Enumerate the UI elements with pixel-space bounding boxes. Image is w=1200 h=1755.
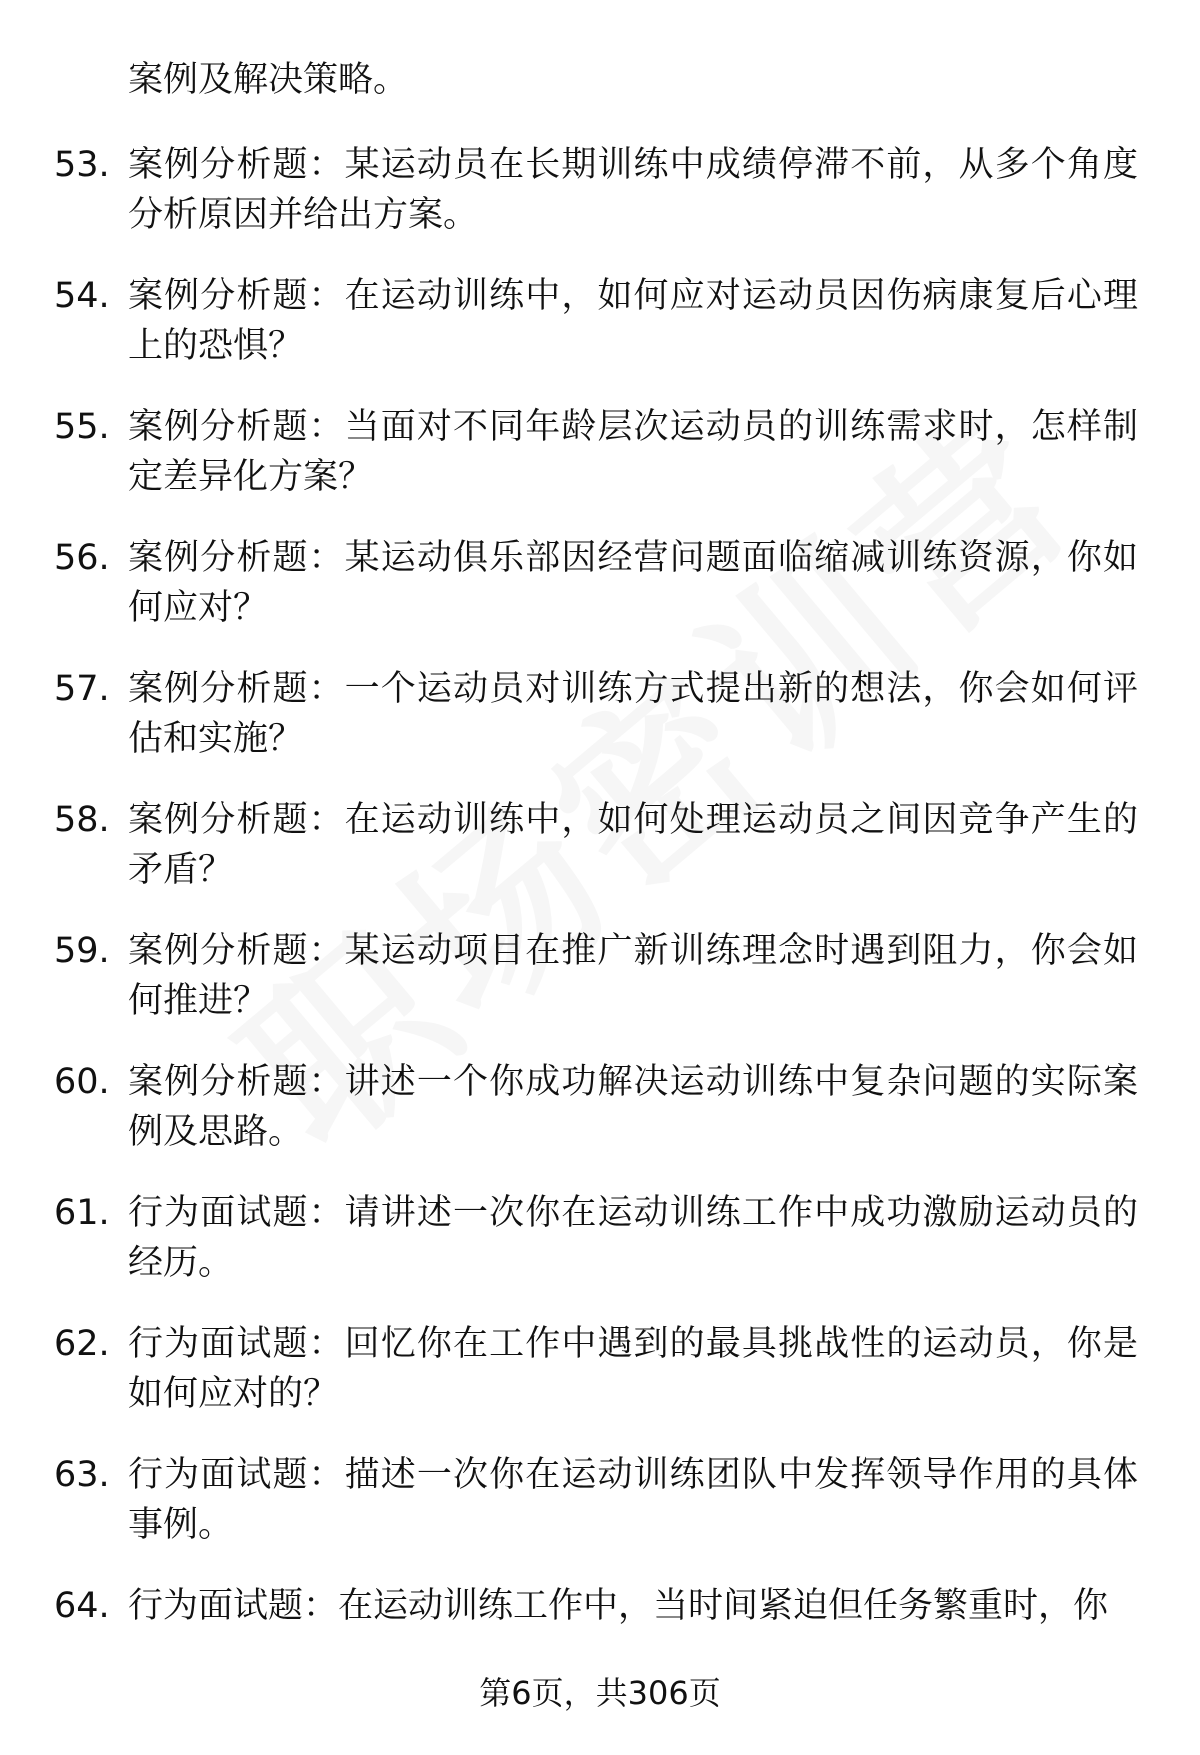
- question-number: 62.: [54, 1324, 110, 1364]
- question-number: 55.: [54, 407, 110, 447]
- question-item: [0, 1450, 1200, 1581]
- question-text: 案例分析题：当面对不同年龄层次运动员的训练需求时，怎样制定差异化方案？: [128, 407, 1138, 497]
- question-text: 案例分析题：某运动员在长期训练中成绩停滞不前，从多个角度分析原因并给出方案。: [128, 145, 1138, 235]
- question-number: 61.: [54, 1193, 110, 1233]
- question-number: 56.: [54, 538, 110, 578]
- question-text: 案例分析题：某运动项目在推广新训练理念时遇到阻力，你会如何推进？: [128, 931, 1138, 1021]
- question-text: 案例分析题：讲述一个你成功解决运动训练中复杂问题的实际案例及思路。: [128, 1062, 1138, 1152]
- question-item: [0, 664, 1200, 795]
- question-item: [0, 926, 1200, 1057]
- question-item: [0, 533, 1200, 664]
- question-item: [0, 271, 1200, 402]
- question-text: 案例分析题：在运动训练中，如何处理运动员之间因竞争产生的矛盾？: [128, 800, 1138, 890]
- question-text: 案例分析题：一个运动员对训练方式提出新的想法，你会如何评估和实施？: [128, 669, 1138, 759]
- question-item: [0, 402, 1200, 533]
- question-number: 53.: [54, 145, 110, 185]
- question-text: 案例分析题：在运动训练中，如何应对运动员因伤病康复后心理上的恐惧？: [128, 276, 1138, 366]
- question-number: 57.: [54, 669, 110, 709]
- question-list: [0, 140, 1200, 1712]
- question-number: 54.: [54, 276, 110, 316]
- question-number: 64.: [54, 1586, 110, 1626]
- question-number: 59.: [54, 931, 110, 971]
- question-item: [0, 1057, 1200, 1188]
- question-item: [0, 1188, 1200, 1319]
- page-footer: 第6页，共306页: [479, 1674, 721, 1712]
- question-text: 案例分析题：某运动俱乐部因经营问题面临缩减训练资源，你如何应对？: [128, 538, 1138, 628]
- question-text: 行为面试题：回忆你在工作中遇到的最具挑战性的运动员，你是如何应对的？: [128, 1324, 1138, 1414]
- question-item: [0, 795, 1200, 926]
- question-item: [0, 140, 1200, 271]
- question-number: 63.: [54, 1455, 110, 1495]
- question-text: 行为面试题：请讲述一次你在运动训练工作中成功激励运动员的经历。: [128, 1193, 1138, 1283]
- question-number: 60.: [54, 1062, 110, 1102]
- continuation-text: 案例及解决策略。: [128, 60, 409, 100]
- question-text: 行为面试题：描述一次你在运动训练团队中发挥领导作用的具体事例。: [128, 1455, 1138, 1545]
- question-text: 行为面试题：在运动训练工作中，当时间紧迫但任务繁重时，你: [128, 1586, 1109, 1626]
- question-number: 58.: [54, 800, 110, 840]
- question-item: [0, 1319, 1200, 1450]
